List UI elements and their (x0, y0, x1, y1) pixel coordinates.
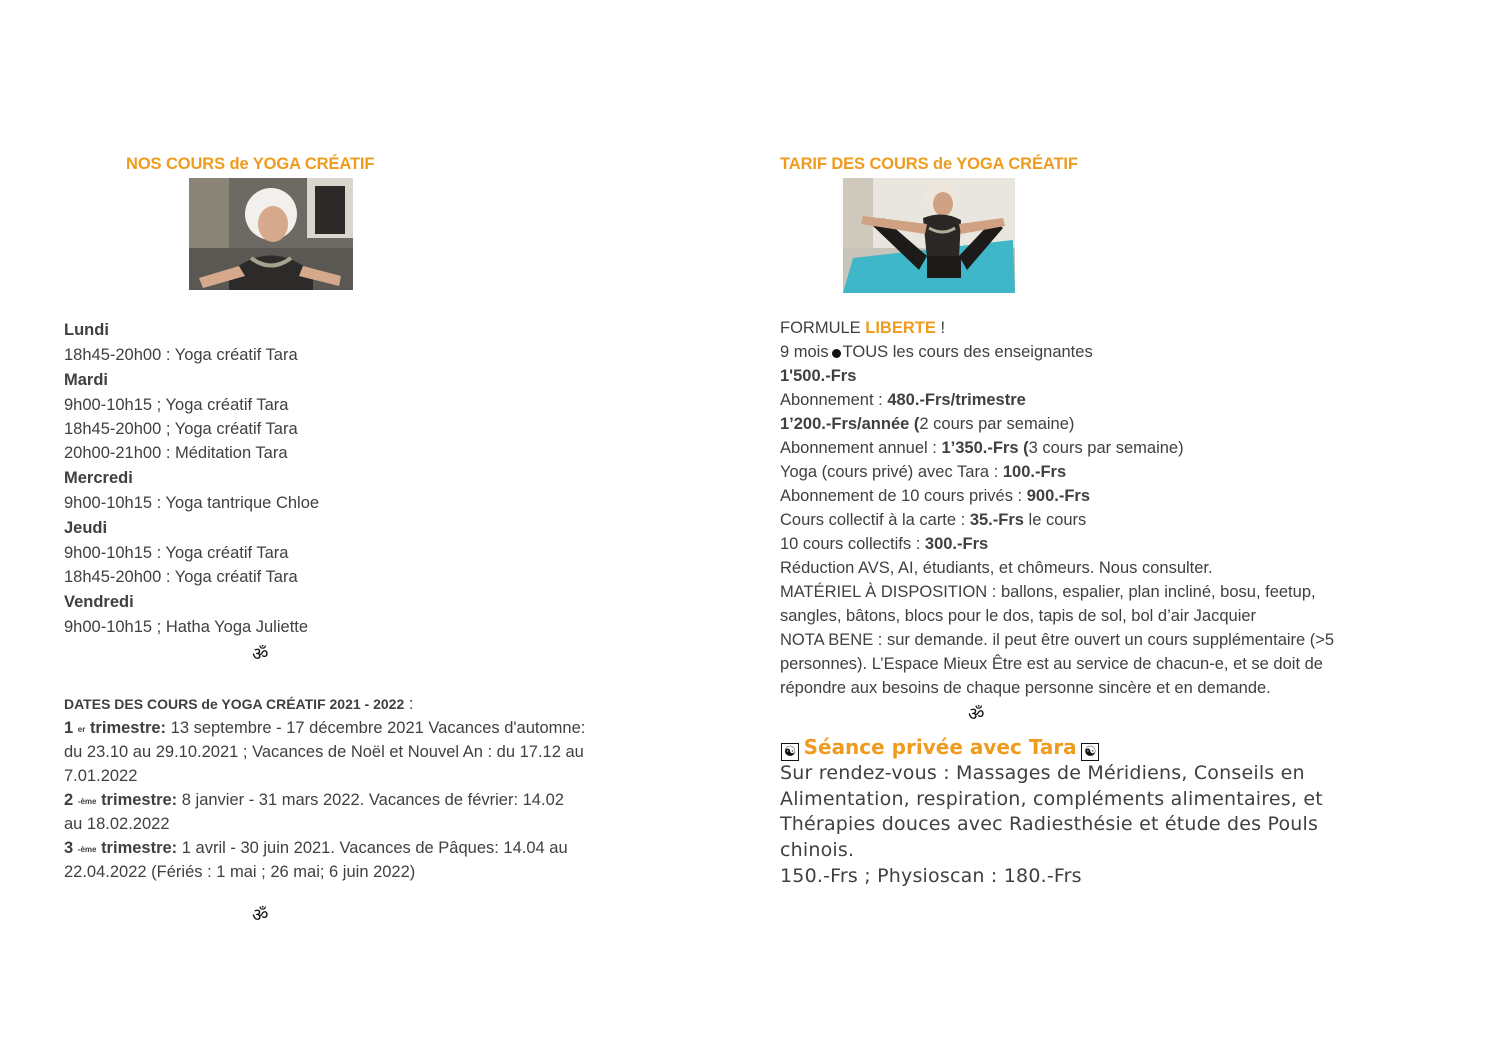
seance-line-1: Sur rendez-vous : Massages de Méridiens, Conseils en (780, 762, 1305, 784)
schedule-day: Jeudi (64, 519, 108, 537)
abonnement-trimestre: Abonnement : 480.-Frs/trimestre (780, 391, 1026, 409)
schedule-day: Vendredi (64, 593, 134, 611)
abonnement-annuel: Abonnement annuel : 1’350.-Frs (3 cours par semaine) (780, 439, 1184, 457)
om-symbol-icon: ॐ (252, 644, 269, 665)
cours-prive: Yoga (cours privé) avec Tara : 100.-Frs (780, 463, 1067, 481)
schedule-slot: 20h00-21h00 : Méditation Tara (64, 444, 288, 462)
seance-line-2: Alimentation, respiration, compléments alimentaires, et (780, 788, 1323, 810)
trimester-1-line-2: du 23.10 au 29.10.2021 ; Vacances de Noël et Nouvel An : du 17.12 au (64, 743, 584, 761)
price-1500: 1'500.-Frs (780, 367, 857, 385)
nine-months: 9 mois TOUS les cours des enseignantes (780, 343, 1093, 361)
trimester-1-line-3: 7.01.2022 (64, 767, 138, 785)
seance-line-5: 150.-Frs ; Physioscan : 180.-Frs (780, 865, 1082, 887)
trimester-1-line-1: 1 $^{er}$ trimestre: 13 septembre - 17 décembre 2021 Vacances d'automne: (64, 719, 586, 737)
seance-privee-title: ☯ Séance privée avec Tara ☯ (781, 734, 1099, 762)
reduction: Réduction AVS, AI, étudiants, et chômeurs. Nous consulter. (780, 559, 1213, 577)
seance-line-4: chinois. (780, 839, 855, 861)
dix-cours-collectifs: 10 cours collectifs : 300.-Frs (780, 535, 989, 553)
materiel-line-2: sangles, bâtons, blocs pour le dos, tapis de sol, bol d’air Jacquier (780, 607, 1257, 625)
trimester-3-line-2: 22.04.2022 (Fériés : 1 mai ; 26 mai; 6 juin 2022) (64, 863, 416, 881)
bullet-icon (832, 349, 841, 358)
schedule-slot: 9h00-10h15 : Yoga tantrique Chloe (64, 494, 320, 512)
trimester-3-line-1: 3 $^{-ème}$ trimestre: 1 avril - 30 juin 2021. Vacances de Pâques: 14.04 au (64, 839, 568, 857)
schedule-slot: 9h00-10h15 ; Hatha Yoga Juliette (64, 618, 309, 636)
schedule-slot: 18h45-20h00 ; Yoga créatif Tara (64, 420, 298, 438)
schedule-slot: 18h45-20h00 : Yoga créatif Tara (64, 568, 298, 586)
cours-collectif: Cours collectif à la carte : 35.-Frs le cours (780, 511, 1087, 529)
schedule-slot: 18h45-20h00 : Yoga créatif Tara (64, 346, 298, 364)
schedule-slot: 9h00-10h15 ; Yoga créatif Tara (64, 396, 289, 414)
schedule-day: Mardi (64, 371, 109, 389)
nota-bene-line-1: NOTA BENE : sur demande. il peut être ouvert un cours supplémentaire (>5 (780, 631, 1335, 649)
yoga-photo-portrait (189, 178, 353, 290)
om-symbol-icon: ॐ (968, 704, 985, 725)
price-annee: 1’200.-Frs/année (2 cours par semaine) (780, 415, 1075, 433)
yin-yang-icon: ☯ (1081, 743, 1099, 761)
right-heading: TARIF DES COURS de YOGA CRÉATIF (780, 155, 1078, 173)
left-heading: NOS COURS de YOGA CRÉATIF (126, 155, 375, 173)
abonnement-10-prives: Abonnement de 10 cours privés : 900.-Frs (780, 487, 1091, 505)
om-symbol-icon: ॐ (252, 905, 269, 926)
nota-bene-line-3: répondre aux besoins de chaque personne sincère et en demande. (780, 679, 1271, 697)
dates-title: DATES DES COURS de YOGA CRÉATIF 2021 - 2022 : (64, 695, 414, 713)
nota-bene-line-2: personnes). L’Espace Mieux Être est au service de chacun-e, et se doit de (780, 655, 1323, 673)
yin-yang-icon: ☯ (781, 743, 799, 761)
seance-line-3: Thérapies douces avec Radiesthésie et étude des Pouls (780, 813, 1319, 835)
yoga-photo-pose (843, 178, 1015, 293)
trimester-2-line-1: 2 $^{-ème}$ trimestre: 8 janvier - 31 mars 2022. Vacances de février: 14.02 (64, 791, 564, 809)
schedule-day: Lundi (64, 321, 109, 339)
formule-liberte: FORMULE LIBERTE ! (780, 319, 946, 337)
trimester-2-line-2: au 18.02.2022 (64, 815, 170, 833)
schedule-day: Mercredi (64, 469, 133, 487)
schedule-slot: 9h00-10h15 : Yoga créatif Tara (64, 544, 289, 562)
materiel-line-1: MATÉRIEL À DISPOSITION : ballons, espalier, plan incliné, bosu, feetup, (780, 583, 1316, 601)
